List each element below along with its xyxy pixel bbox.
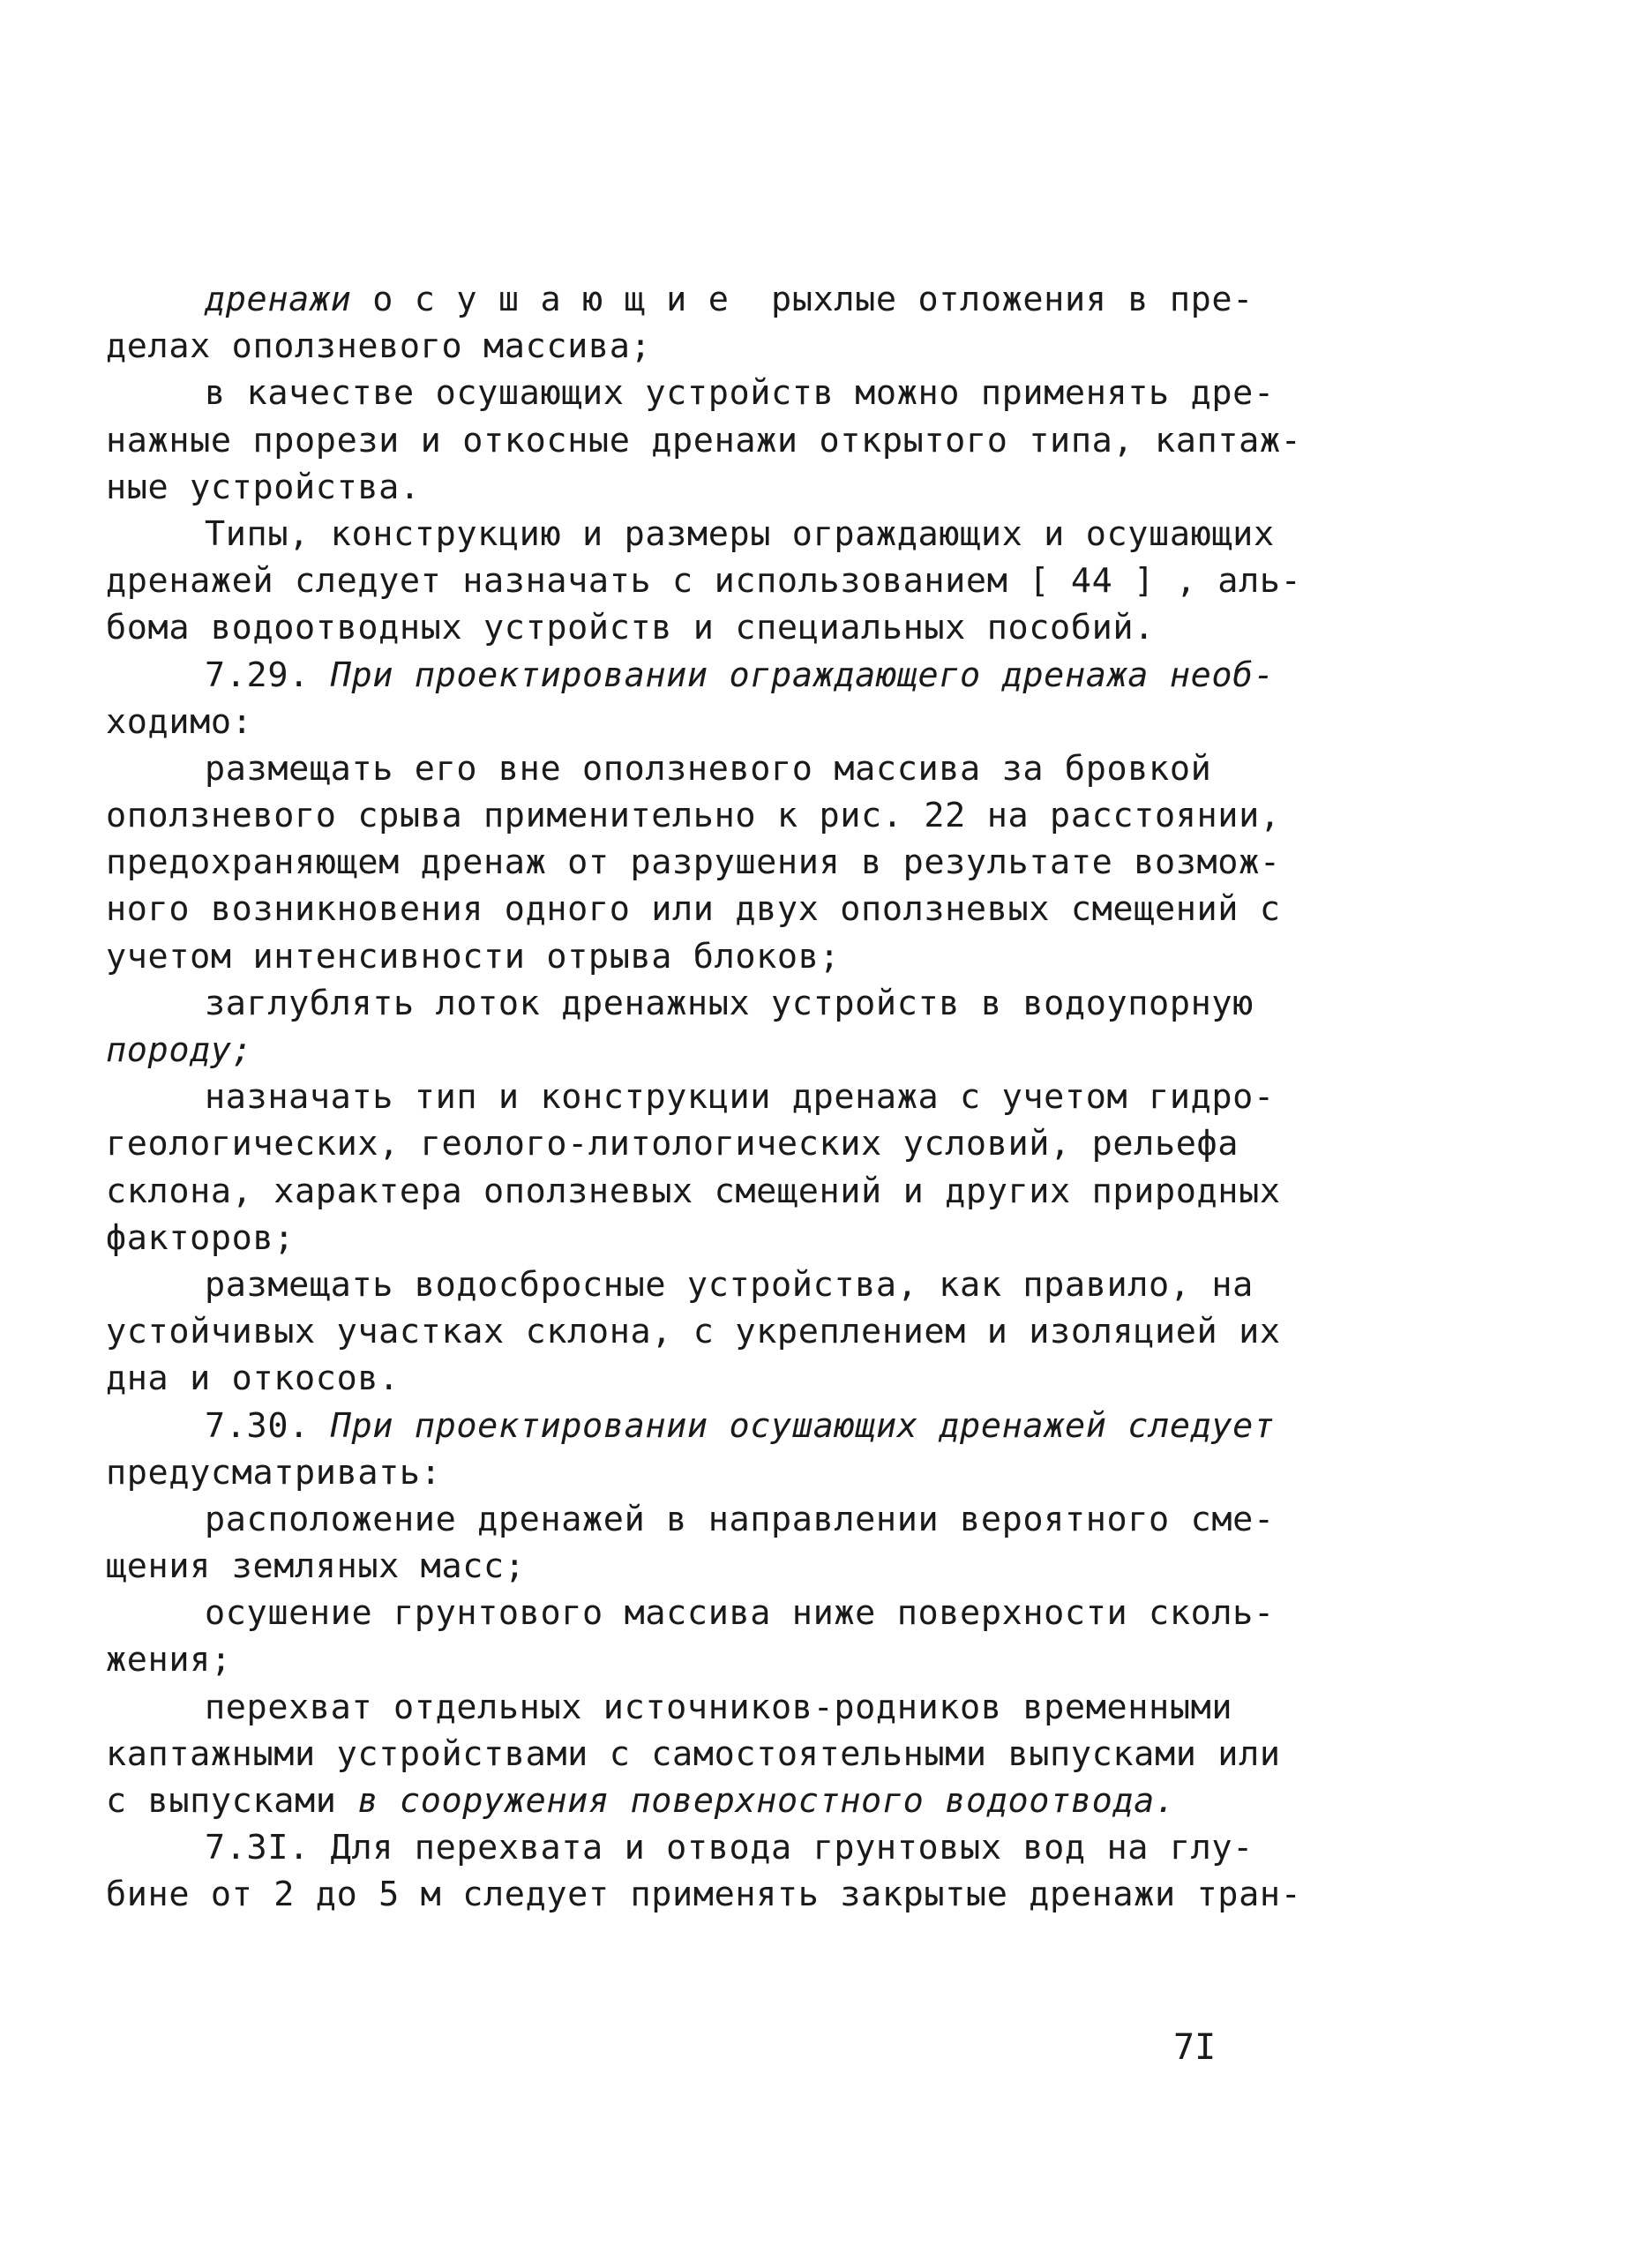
text-line — [106, 323, 1253, 370]
text-segment: предусматривать: — [106, 1452, 442, 1493]
text-segment: бине от 2 до 5 м следует применять закрытые дренажи тран- — [106, 1875, 1302, 1915]
text-line — [106, 1590, 1275, 1636]
text-segment: рыхлые отложения в пре- — [729, 280, 1254, 319]
text-segment: щения земляных масс; — [106, 1546, 526, 1587]
text-segment: ного возникновения одного или двух оползневых смещений с — [106, 889, 1281, 930]
text-segment: оползневого срыва применительно к рис. 22 на расстоянии, — [106, 796, 1281, 836]
text-segment: осушение грунтового массива ниже поверхности сколь- — [205, 1593, 1275, 1634]
text-line — [106, 604, 1253, 651]
text-segment: дренажи — [205, 280, 373, 319]
text-segment: жения; — [106, 1640, 232, 1680]
text-line — [106, 980, 1253, 1027]
page-number: 7I — [1173, 2027, 1217, 2068]
text-segment: ные устройства. — [106, 467, 421, 507]
text-line — [106, 464, 1253, 511]
text-line — [106, 792, 1281, 839]
body-text — [106, 276, 1302, 1919]
text-segment: размещать его вне оползневого массива за бровкой — [205, 748, 1212, 789]
text-line — [106, 1403, 1275, 1449]
text-line — [106, 699, 1253, 745]
text-segment: перехват отдельных источников-родников временными — [205, 1687, 1233, 1727]
text-segment: делах оползневого массива; — [106, 326, 652, 367]
text-segment: Типы, конструкцию и размеры ограждающих и осушающих — [205, 513, 1275, 554]
text-line — [106, 1449, 1253, 1496]
text-line — [106, 370, 1275, 416]
text-segment: с выпусками — [106, 1781, 358, 1821]
text-segment: 7.29. — [205, 655, 331, 695]
text-line — [106, 1496, 1275, 1543]
text-segment: заглублять лоток дренажных устройств в водоупорную — [205, 983, 1254, 1023]
text-line — [106, 1120, 1253, 1167]
text-line — [106, 1074, 1275, 1120]
text-line — [106, 1168, 1281, 1215]
text-segment: расположение дренажей в направлении вероятного сме- — [205, 1499, 1275, 1539]
text-segment: дренажей следует назначать с использованием [ 44 ] , аль- — [106, 561, 1302, 602]
text-line — [106, 1871, 1302, 1918]
text-line — [106, 1543, 1253, 1590]
text-line — [106, 276, 1253, 323]
text-segment: дна и откосов. — [106, 1359, 400, 1399]
text-segment: геологических, геолого-литологических условий, рельефа — [106, 1124, 1239, 1164]
text-segment: в качестве осушающих устройств можно применять дре- — [205, 373, 1275, 414]
text-line — [106, 1824, 1253, 1871]
text-segment: ходимо: — [106, 701, 253, 742]
text-segment: 7.3I. Для перехвата и отвода грунтовых вод на глу- — [205, 1828, 1254, 1868]
text-line — [106, 511, 1275, 558]
text-segment: При проектировании осушающих дренажей следует — [330, 1405, 1275, 1446]
text-segment: размещать водосбросные устройства, как правило, на — [205, 1264, 1254, 1305]
text-segment: бома водоотводных устройств и специальных пособий. — [106, 608, 1155, 648]
text-line — [106, 886, 1281, 932]
text-segment: устойчивых участках склона, с укреплением и изоляцией их — [106, 1312, 1281, 1352]
text-line — [106, 1778, 1253, 1824]
text-segment: назначать тип и конструкции дренажа с учетом гидро- — [205, 1077, 1275, 1118]
text-line — [106, 1731, 1281, 1778]
text-line — [106, 933, 1253, 980]
text-segment: учетом интенсивности отрыва блоков; — [106, 936, 841, 977]
text-segment: каптажными устройствами с самостоятельными выпусками или — [106, 1733, 1281, 1774]
text-segment: факторов; — [106, 1217, 296, 1258]
text-segment: склона, характера оползневых смещений и других природных — [106, 1171, 1281, 1211]
text-segment: о с у ш а ю щ и е — [372, 280, 730, 319]
text-line — [106, 1684, 1253, 1731]
text-line — [106, 417, 1302, 464]
text-segment: в сооружения поверхностного водоотвода. — [357, 1781, 1176, 1821]
text-line — [106, 1308, 1281, 1355]
text-line — [106, 1261, 1253, 1308]
text-segment: породу; — [106, 1030, 253, 1070]
text-line — [106, 1027, 1253, 1074]
text-line — [106, 745, 1253, 792]
text-line — [106, 1215, 1253, 1261]
text-line — [106, 839, 1281, 886]
text-segment: предохраняющем дренаж от разрушения в результате возмож- — [106, 842, 1281, 883]
text-line — [106, 1636, 1253, 1683]
text-segment: При проектировании ограждающего дренажа необ- — [330, 655, 1275, 695]
text-line — [106, 558, 1302, 604]
text-line — [106, 652, 1275, 699]
text-segment: нажные прорези и откосные дренажи открытого типа, каптаж- — [106, 420, 1302, 460]
text-line — [106, 1355, 1253, 1402]
text-segment: 7.30. — [205, 1405, 331, 1446]
